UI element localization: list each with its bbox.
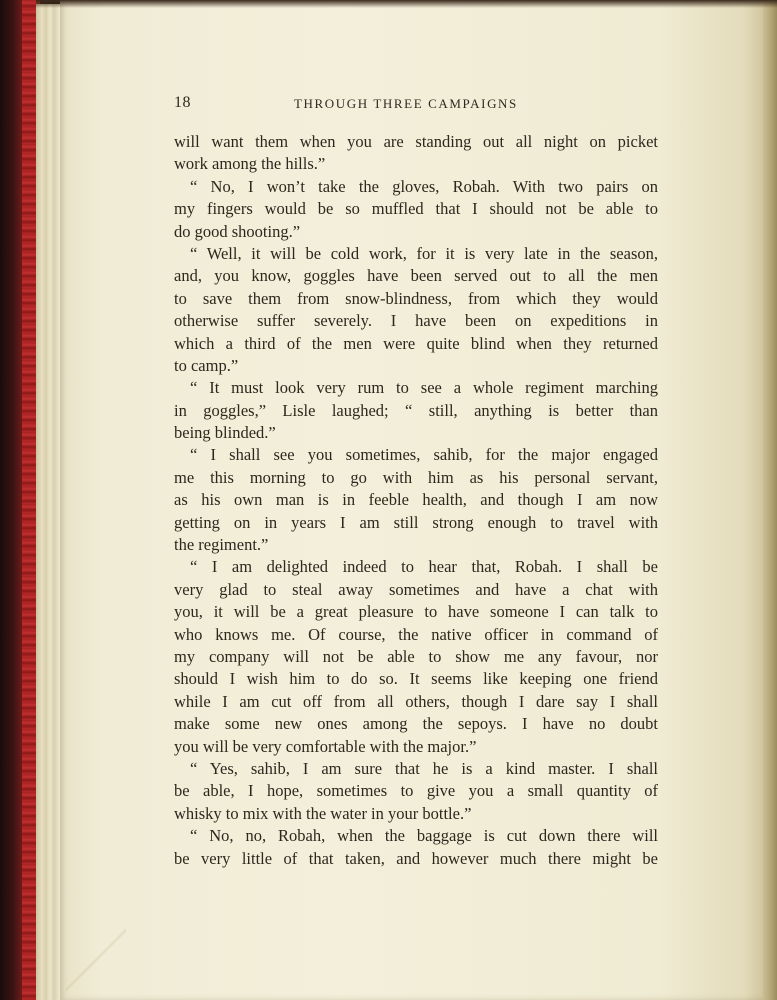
text-line: do good shooting.” [174, 221, 301, 241]
text-line: “ No, no, Robah, when the baggage is cut down there will [190, 826, 658, 846]
text-line: which a third of the men were quite blind when they returned [174, 333, 658, 353]
text-line: otherwise suffer severely. I have been on expeditions in [174, 311, 658, 331]
text-line: “ No, I won’t take the gloves, Robah. With two pairs on [190, 176, 658, 196]
text-line: in goggles,” Lisle laughed; “ still, anything is better than [174, 400, 658, 420]
text-line: should I wish him to do so. It seems like keeping one friend [174, 669, 658, 689]
binding-spine [0, 0, 22, 1000]
text-line: my fingers would be so muffled that I should not be able to [174, 199, 658, 219]
text-line: as his own man is in feeble health, and though I am now [174, 490, 658, 510]
text-line: be very little of that taken, and however much there might be [174, 848, 658, 868]
page-right-edge [763, 0, 777, 1000]
running-head: THROUGH THREE CAMPAIGNS [294, 96, 518, 111]
text-line: me this morning to go with him as his personal servant, [174, 467, 658, 487]
text-line: work among the hills.” [174, 154, 326, 174]
text-line: very glad to steal away sometimes and have a chat with [174, 579, 658, 599]
text-line: to camp.” [174, 355, 239, 375]
text-line: you, it will be a great pleasure to have someone I can talk to [174, 602, 658, 622]
text-line: you will be very comfortable with the major.” [174, 736, 477, 756]
text-line: to save them from snow-blindness, from which they would [174, 288, 658, 308]
text-line: make some new ones among the sepoys. I have no doubt [174, 714, 658, 734]
text-line: who knows me. Of course, the native officer in command of [174, 624, 658, 644]
top-shadow [36, 0, 777, 8]
text-line: while I am cut off from all others, though I dare say I shall [174, 691, 658, 711]
text-line: being blinded.” [174, 423, 276, 443]
text-line: will want them when you are standing out all night on picket [174, 132, 658, 151]
text-line: and, you know, goggles have been served out to all the men [174, 266, 658, 286]
text-line: the regiment.” [174, 535, 269, 555]
text-line: be able, I hope, sometimes to give you a small quantity of [174, 781, 658, 801]
text-line: “ It must look very rum to see a whole regiment marching [190, 378, 658, 398]
body-text [174, 131, 658, 870]
text-line: “ I am delighted indeed to hear that, Robah. I shall be [190, 557, 658, 577]
page-header [174, 94, 658, 116]
text-line: “ Well, it will be cold work, for it is very late in the season, [190, 243, 658, 263]
text-line: my company will not be able to show me any favour, nor [174, 646, 658, 666]
text-line: “ I shall see you sometimes, sahib, for the major engaged [190, 445, 658, 465]
text-line: whisky to mix with the water in your bottle.” [174, 803, 472, 823]
page-number: 18 [174, 94, 191, 111]
text-line: getting on in years I am still strong enough to travel with [174, 512, 658, 532]
text-line: “ Yes, sahib, I am sure that he is a kind master. I shall [190, 758, 658, 778]
page-crease [66, 920, 126, 1000]
